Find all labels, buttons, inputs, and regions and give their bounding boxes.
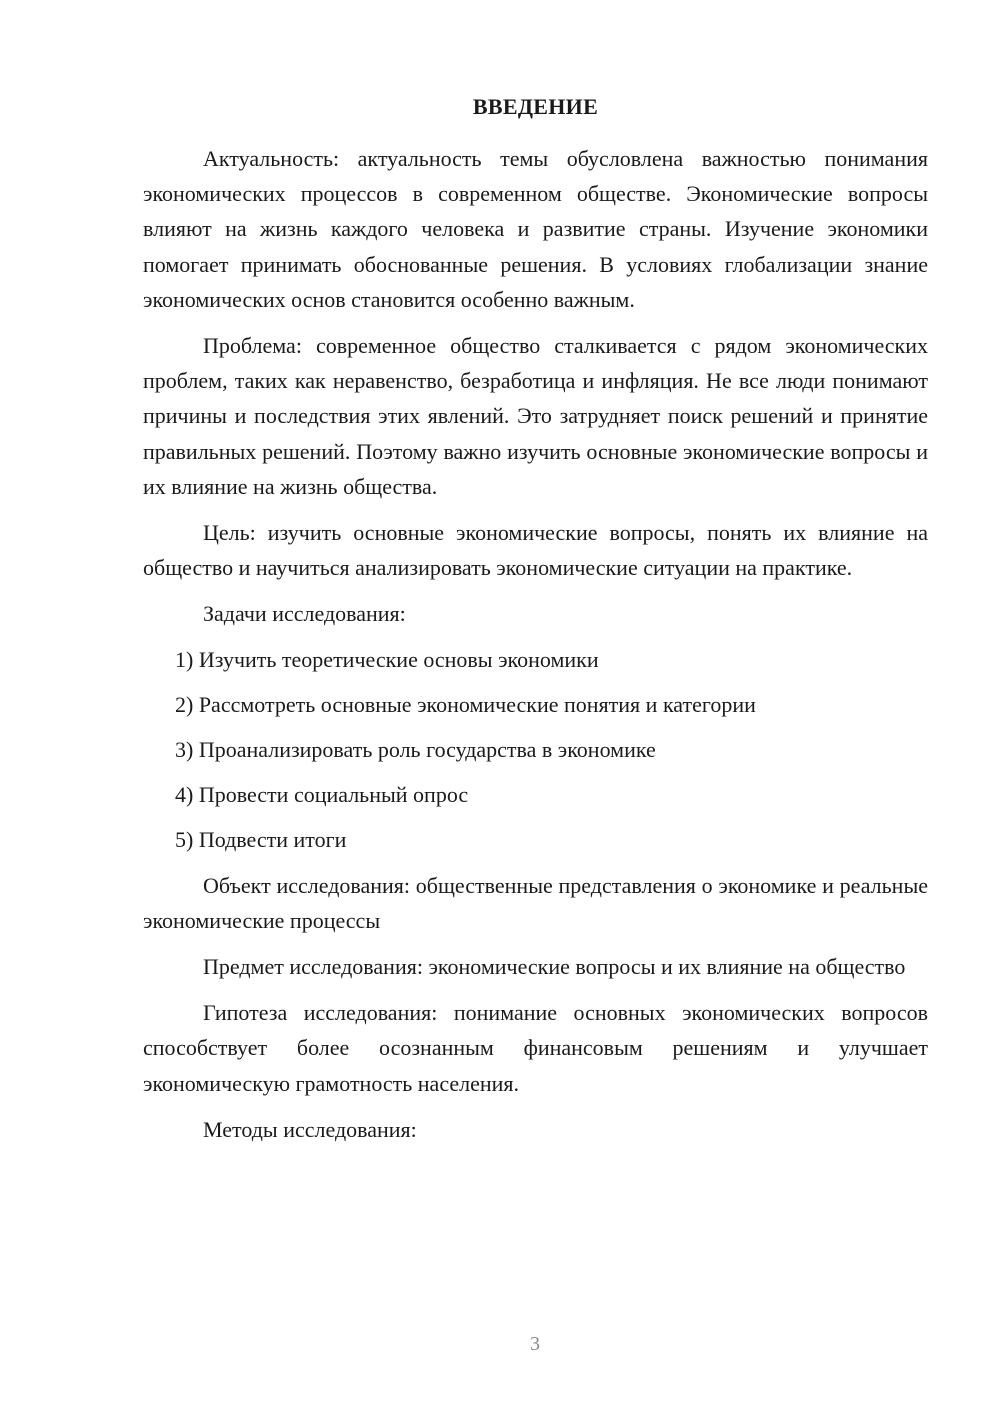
document-body — [143, 141, 928, 1157]
list-item: 5) Подвести итоги — [175, 827, 347, 853]
list-item: 1) Изучить теоретические основы экономики — [175, 646, 599, 672]
hypothesis-paragraph: Гипотеза исследования: понимание основных экономических вопросов способствует более осознанным финансовым решениям и улучшает экономическую грамотность населения. — [143, 1000, 928, 1096]
page-number: 3 — [530, 1333, 540, 1355]
tasks-list — [143, 642, 928, 858]
list-item: 3) Проанализировать роль государства в экономике — [175, 737, 656, 763]
subject-paragraph: Предмет исследования: экономические вопросы и их влияние на общество — [203, 954, 906, 980]
page-title: ВВЕДЕНИЕ — [472, 94, 599, 119]
goal-paragraph: Цель: изучить основные экономические вопросы, понять их влияние на общество и научиться анализировать экономические ситуации на практике. — [143, 520, 928, 581]
list-item: 4) Провести социальный опрос — [175, 782, 469, 808]
problem-paragraph: Проблема: современное общество сталкивается с рядом экономических проблем, таких как неравенство, безработица и инфляция. Не все люди понимают причины и последствия этих явлений. Это затрудняет поиск решений и принятие правильных решений. Поэтому важно изучить основные экономические вопросы и их влияние на жизнь общества. — [143, 333, 928, 499]
methods-heading: Методы исследования: — [203, 1116, 417, 1142]
object-paragraph: Объект исследования: общественные представления о экономике и реальные экономические процессы — [143, 872, 928, 933]
relevance-paragraph: Актуальность: актуальность темы обусловлена важностью понимания экономических процессов в современном обществе. Экономические вопросы влияют на жизнь каждого человека и развитие страны. Изучение экономики помогает принимать обоснованные решения. В условиях глобализации знание экономических основ становится особенно важным. — [143, 146, 928, 312]
list-item: 2) Рассмотреть основные экономические понятия и категории — [175, 691, 756, 717]
tasks-heading: Задачи исследования: — [203, 601, 406, 627]
